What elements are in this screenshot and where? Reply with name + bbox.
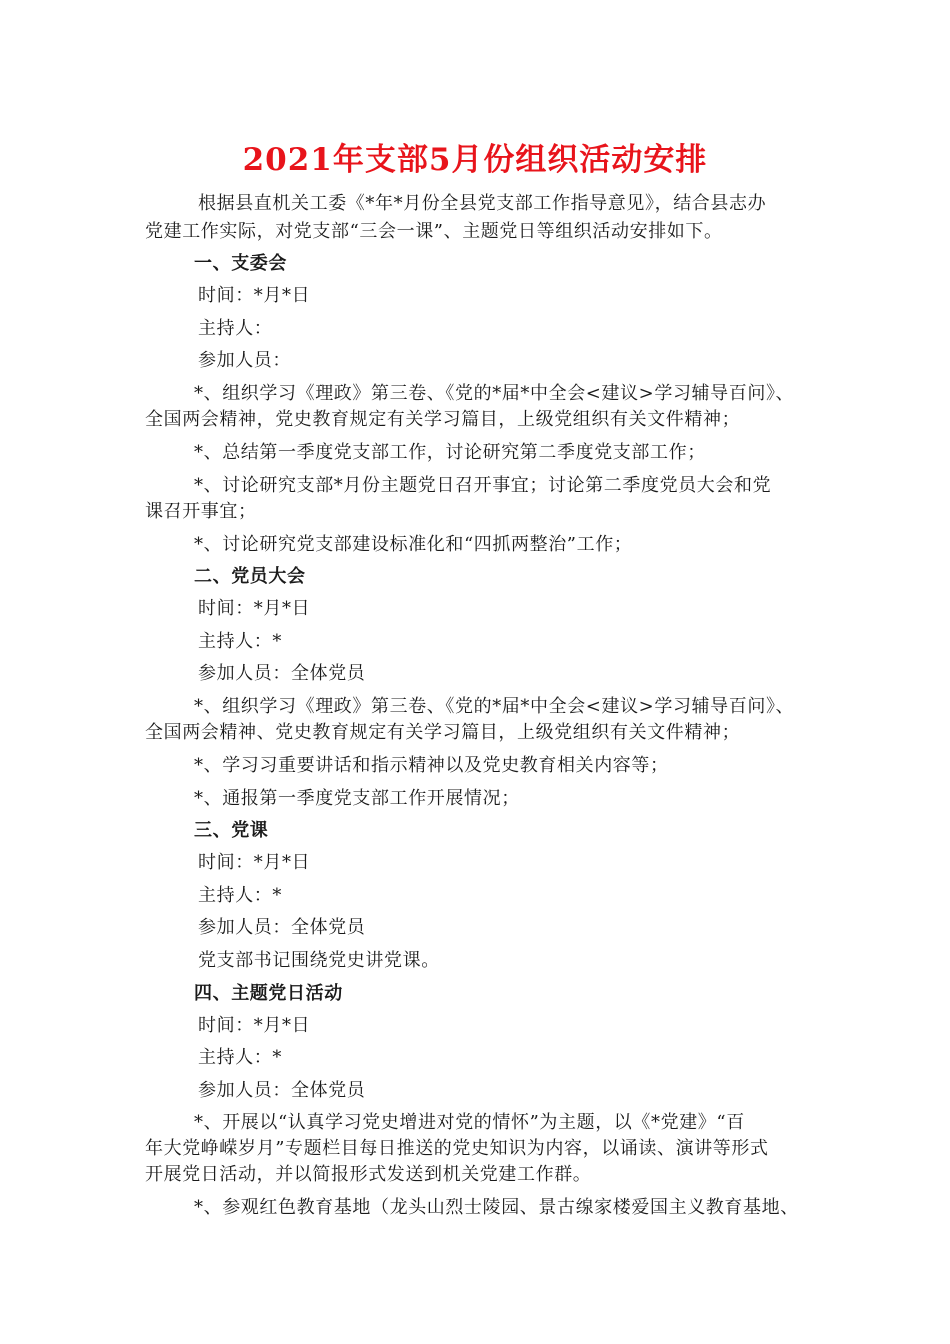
section-1-item-2: *、总结第一季度党支部工作，讨论研究第二季度党支部工作； bbox=[194, 442, 706, 463]
section-2-item-3: *、通报第一季度党支部工作开展情况； bbox=[194, 788, 520, 809]
section-3-time: 时间：*月*日 bbox=[198, 852, 311, 873]
section-1-item-1-line-1: *、组织学习《理政》第三卷、《党的*届*中全会<建议>学习辅导百问》、 bbox=[194, 383, 795, 404]
section-1-heading: 一、支委会 bbox=[194, 253, 287, 274]
section-2-item-1-line-2: 全国两会精神、党史教育规定有关学习篇目，上级党组织有关文件精神； bbox=[145, 722, 741, 743]
section-4-item-1-line-1: *、开展以“认真学习党史增进对党的情怀”为主题，以《*党建》“百 bbox=[194, 1112, 745, 1133]
section-3-host: 主持人：* bbox=[198, 885, 282, 906]
section-4-item-2: *、参观红色教育基地（龙头山烈士陵园、景古缐家楼爱国主义教育基地、 bbox=[194, 1197, 799, 1218]
section-4-host: 主持人：* bbox=[198, 1047, 282, 1068]
section-1-item-4: *、讨论研究党支部建设标准化和“四抓两整治”工作； bbox=[194, 534, 633, 555]
intro-line-1: 根据县直机关工委《*年*月份全县党支部工作指导意见》，结合县志办 bbox=[198, 193, 767, 214]
section-1-item-1-line-2: 全国两会精神，党史教育规定有关学习篇目，上级党组织有关文件精神； bbox=[145, 409, 741, 430]
section-2-host: 主持人：* bbox=[198, 631, 282, 652]
section-2-item-2: *、学习习重要讲话和指示精神以及党史教育相关内容等； bbox=[194, 755, 669, 776]
section-4-item-1-line-2: 年大党峥嵘岁月”专题栏目每日推送的党史知识为内容，以诵读、演讲等形式 bbox=[145, 1138, 769, 1159]
section-4-time: 时间：*月*日 bbox=[198, 1015, 311, 1036]
section-1-item-3-line-2: 课召开事宜； bbox=[145, 501, 257, 522]
section-1-participants: 参加人员： bbox=[198, 350, 291, 371]
section-4-heading: 四、主题党日活动 bbox=[194, 983, 343, 1004]
section-4-participants: 参加人员：全体党员 bbox=[198, 1080, 366, 1101]
section-1-item-3-line-1: *、讨论研究支部*月份主题党日召开事宜；讨论第二季度党员大会和党 bbox=[194, 475, 772, 496]
section-2-time: 时间：*月*日 bbox=[198, 598, 311, 619]
document-title: 2021年支部5月份组织活动安排 bbox=[242, 142, 708, 178]
section-1-time: 时间：*月*日 bbox=[198, 285, 311, 306]
section-2-heading: 二、党员大会 bbox=[194, 566, 306, 587]
section-2-participants: 参加人员：全体党员 bbox=[198, 663, 366, 684]
section-1-host: 主持人： bbox=[198, 318, 273, 339]
section-3-content: 党支部书记围绕党史讲党课。 bbox=[198, 950, 440, 971]
section-4-item-1-line-3: 开展党日活动，并以简报形式发送到机关党建工作群。 bbox=[145, 1164, 592, 1185]
section-3-participants: 参加人员：全体党员 bbox=[198, 917, 366, 938]
section-3-heading: 三、党课 bbox=[194, 820, 269, 841]
intro-line-2: 党建工作实际，对党支部“三会一课”、主题党日等组织活动安排如下。 bbox=[145, 221, 723, 242]
section-2-item-1-line-1: *、组织学习《理政》第三卷、《党的*届*中全会<建议>学习辅导百问》、 bbox=[194, 696, 795, 717]
